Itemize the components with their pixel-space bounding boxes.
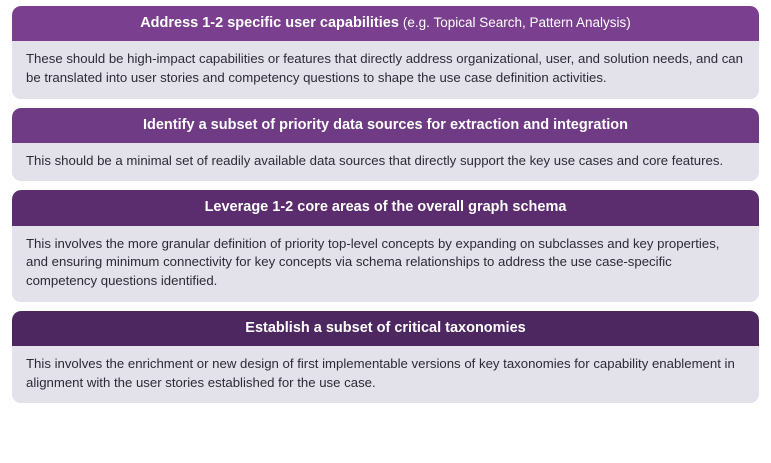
card-title-strong: Leverage 1-2 core areas of the overall graph schema [204,199,567,216]
card-title-strong: Identify a subset of priority data sources for extraction and integration [142,116,629,133]
card-title-strong: Establish a subset of critical taxonomies [245,319,526,336]
card-taxonomies [12,311,759,404]
card-header-data-sources [12,108,759,143]
card-header-capabilities [12,6,759,41]
card-header-taxonomies [12,311,759,346]
card-capabilities [12,6,759,99]
card-body-data-sources: This should be a minimal set of readily available data sources that directly support the key use cases and core features. [12,143,759,182]
card-title-light: (e.g. Topical Search, Pattern Analysis) [402,15,631,30]
card-title-strong: Address 1-2 specific user capabilities [140,15,399,31]
card-body-graph-schema: This involves the more granular definition of priority top-level concepts by expanding on subclasses and key properties, and ensuring minimum connectivity for key concepts via schema relationships to address the use case-specific competency questions identified. [12,226,759,302]
card-body-taxonomies: This involves the enrichment or new design of first implementable versions of key taxonomies for capability enablement in alignment with the user stories established for the use case. [12,346,759,403]
card-header-graph-schema [12,190,759,225]
card-body-capabilities: These should be high-impact capabilities or features that directly address organizational, user, and solution needs, and can be translated into user stories and competency questions to shape the use case definition activities. [12,41,759,98]
card-graph-schema [12,190,759,301]
card-data-sources [12,108,759,182]
